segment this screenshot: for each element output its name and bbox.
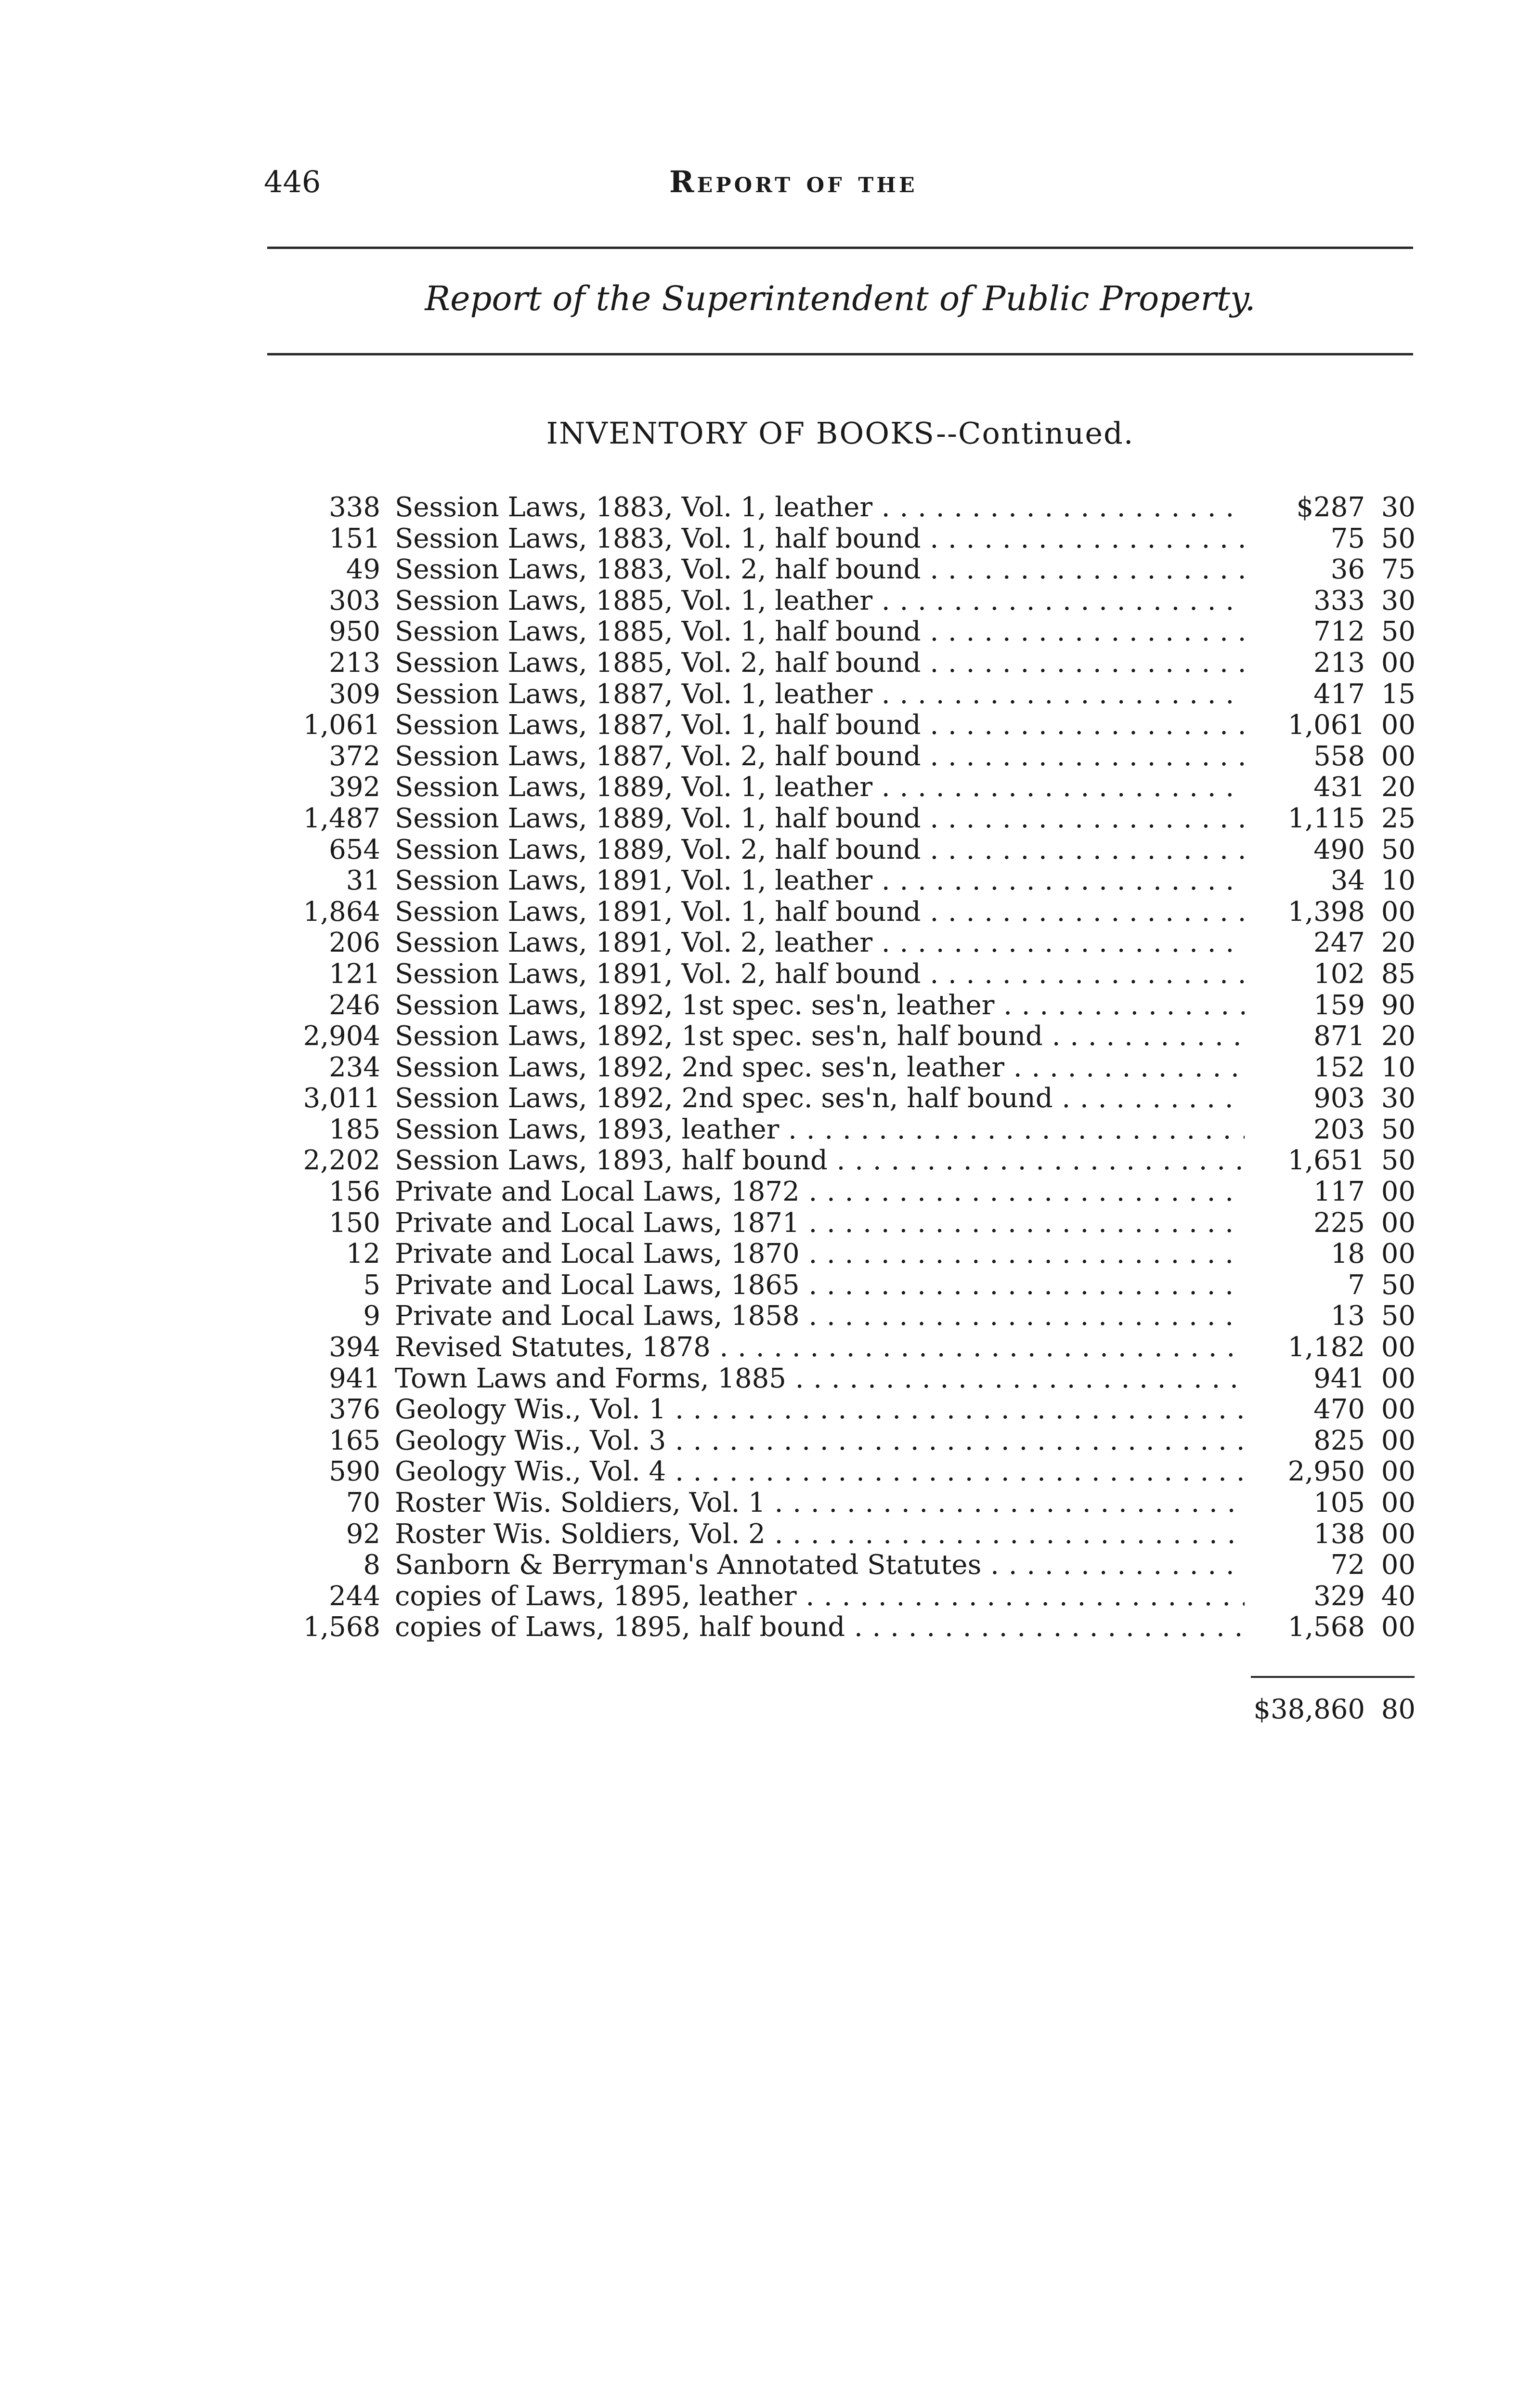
inventory-row bbox=[289, 1083, 1416, 1114]
inventory-row bbox=[289, 803, 1416, 835]
item-quantity: 9 bbox=[363, 1300, 380, 1332]
inventory-row bbox=[289, 1394, 1416, 1426]
item-cents: 00 bbox=[1381, 1487, 1416, 1518]
item-cents: 50 bbox=[1381, 616, 1416, 648]
item-description: Session Laws, 1889, Vol. 2, half bound . . . bbox=[380, 835, 1245, 866]
item-cents: 20 bbox=[1381, 927, 1416, 959]
item-quantity: 338 bbox=[329, 492, 380, 523]
item-cents: 50 bbox=[1381, 834, 1416, 865]
item-quantity: 185 bbox=[329, 1113, 380, 1145]
item-quantity: 590 bbox=[329, 1456, 380, 1488]
item-dollars: 1,651 bbox=[1287, 1145, 1365, 1177]
item-quantity: 165 bbox=[329, 1425, 380, 1456]
inventory-row bbox=[289, 928, 1416, 959]
item-cents: 20 bbox=[1381, 772, 1416, 803]
inventory-row bbox=[289, 679, 1416, 710]
section-title: Report of the Superintendent of Public Property. bbox=[425, 279, 1256, 318]
item-cents: 00 bbox=[1381, 709, 1416, 741]
item-dollars: 72 bbox=[1330, 1549, 1365, 1581]
item-cents: 50 bbox=[1381, 1113, 1416, 1145]
inventory-row bbox=[289, 1270, 1416, 1301]
inventory-row bbox=[289, 616, 1416, 648]
item-cents: 00 bbox=[1381, 1425, 1416, 1456]
item-cents: 50 bbox=[1381, 523, 1416, 554]
item-description: Geology Wis., Vol. 3 . . . bbox=[380, 1426, 1245, 1457]
item-quantity: 121 bbox=[329, 958, 380, 990]
item-cents: 00 bbox=[1381, 1394, 1416, 1426]
item-description: Private and Local Laws, 1858 . . . bbox=[380, 1301, 1245, 1332]
item-dollars: 138 bbox=[1313, 1518, 1365, 1550]
inventory-row bbox=[289, 1612, 1416, 1643]
item-quantity: 31 bbox=[346, 865, 380, 897]
header-rule-bottom bbox=[267, 353, 1413, 355]
total-dollars: $38,860 bbox=[1253, 1694, 1365, 1725]
item-cents: 00 bbox=[1381, 896, 1416, 928]
item-quantity: 206 bbox=[329, 927, 380, 959]
item-dollars: 1,061 bbox=[1287, 709, 1365, 741]
inventory-heading: INVENTORY OF BOOKS--Continued. bbox=[546, 416, 1134, 451]
item-cents: 15 bbox=[1381, 678, 1416, 710]
item-dollars: 247 bbox=[1313, 927, 1365, 959]
item-dollars: 203 bbox=[1313, 1113, 1365, 1145]
item-quantity: 1,568 bbox=[303, 1611, 380, 1643]
item-dollars: 159 bbox=[1313, 989, 1365, 1021]
item-quantity: 2,202 bbox=[303, 1145, 380, 1177]
item-dollars: 941 bbox=[1313, 1362, 1365, 1394]
inventory-row bbox=[289, 1239, 1416, 1270]
item-description: Session Laws, 1887, Vol. 1, leather . . . bbox=[380, 679, 1245, 710]
item-dollars: 13 bbox=[1330, 1300, 1365, 1332]
item-dollars: 2,950 bbox=[1287, 1456, 1365, 1488]
inventory-row bbox=[289, 492, 1416, 523]
inventory-row bbox=[289, 1426, 1416, 1457]
inventory-row bbox=[289, 835, 1416, 866]
item-quantity: 1,487 bbox=[303, 802, 380, 834]
item-description: Session Laws, 1889, Vol. 1, leather . . . bbox=[380, 772, 1245, 803]
item-quantity: 150 bbox=[329, 1207, 380, 1239]
item-description: Session Laws, 1892, 1st spec. ses'n, half bound . . . bbox=[380, 1021, 1245, 1052]
inventory-row bbox=[289, 772, 1416, 803]
item-dollars: $287 bbox=[1296, 492, 1365, 523]
item-cents: 25 bbox=[1381, 802, 1416, 834]
item-description: Session Laws, 1891, Vol. 2, leather . . . bbox=[380, 928, 1245, 959]
item-description: Session Laws, 1885, Vol. 1, leather . . . bbox=[380, 586, 1245, 617]
item-quantity: 372 bbox=[329, 740, 380, 772]
item-cents: 00 bbox=[1381, 1176, 1416, 1208]
item-cents: 00 bbox=[1381, 647, 1416, 679]
item-quantity: 70 bbox=[346, 1487, 380, 1518]
item-description: Session Laws, 1885, Vol. 1, half bound . . . bbox=[380, 616, 1245, 648]
inventory-row bbox=[289, 1301, 1416, 1332]
item-description: Session Laws, 1883, Vol. 1, leather . . . bbox=[380, 492, 1245, 523]
item-dollars: 333 bbox=[1313, 585, 1365, 616]
item-quantity: 234 bbox=[329, 1051, 380, 1083]
inventory-row bbox=[289, 1052, 1416, 1084]
inventory-row bbox=[289, 710, 1416, 741]
item-cents: 30 bbox=[1381, 1083, 1416, 1114]
item-dollars: 903 bbox=[1313, 1083, 1365, 1114]
item-dollars: 1,398 bbox=[1287, 896, 1365, 928]
item-quantity: 950 bbox=[329, 616, 380, 648]
item-quantity: 156 bbox=[329, 1176, 380, 1208]
item-quantity: 92 bbox=[346, 1518, 380, 1550]
inventory-total bbox=[1233, 1690, 1416, 1729]
item-cents: 00 bbox=[1381, 1549, 1416, 1581]
item-description: Roster Wis. Soldiers, Vol. 2 . . . bbox=[380, 1519, 1245, 1550]
item-quantity: 2,904 bbox=[303, 1021, 380, 1052]
item-description: Session Laws, 1892, 2nd spec. ses'n, leather . . . bbox=[380, 1052, 1245, 1084]
item-dollars: 213 bbox=[1313, 647, 1365, 679]
item-cents: 00 bbox=[1381, 1238, 1416, 1270]
inventory-row bbox=[289, 865, 1416, 897]
header-rule-top bbox=[267, 247, 1413, 249]
item-cents: 90 bbox=[1381, 989, 1416, 1021]
item-dollars: 75 bbox=[1330, 523, 1365, 554]
inventory-row bbox=[289, 648, 1416, 679]
inventory-row bbox=[289, 741, 1416, 772]
inventory-row bbox=[289, 1332, 1416, 1363]
item-quantity: 1,061 bbox=[303, 709, 380, 741]
item-description: Session Laws, 1883, Vol. 1, half bound . . . bbox=[380, 523, 1245, 555]
item-dollars: 329 bbox=[1313, 1580, 1365, 1612]
item-description: Revised Statutes, 1878 . . . bbox=[380, 1332, 1245, 1363]
item-dollars: 871 bbox=[1313, 1021, 1365, 1052]
item-dollars: 7 bbox=[1348, 1269, 1365, 1301]
item-dollars: 490 bbox=[1313, 834, 1365, 865]
item-dollars: 470 bbox=[1313, 1394, 1365, 1426]
item-cents: 50 bbox=[1381, 1269, 1416, 1301]
item-cents: 10 bbox=[1381, 1051, 1416, 1083]
item-description: Town Laws and Forms, 1885 . . . bbox=[380, 1363, 1245, 1395]
item-cents: 30 bbox=[1381, 492, 1416, 523]
item-description: Session Laws, 1893, half bound . . . bbox=[380, 1145, 1245, 1177]
item-description: Session Laws, 1889, Vol. 1, half bound . . . bbox=[380, 803, 1245, 835]
item-description: Session Laws, 1891, Vol. 2, half bound . . . bbox=[380, 959, 1245, 990]
inventory-row bbox=[289, 1519, 1416, 1550]
item-dollars: 152 bbox=[1313, 1051, 1365, 1083]
item-quantity: 213 bbox=[329, 647, 380, 679]
inventory-row bbox=[289, 1145, 1416, 1177]
item-description: Geology Wis., Vol. 1 . . . bbox=[380, 1394, 1245, 1426]
item-quantity: 1,864 bbox=[303, 896, 380, 928]
item-cents: 00 bbox=[1381, 740, 1416, 772]
item-quantity: 5 bbox=[363, 1269, 380, 1301]
item-description: Geology Wis., Vol. 4 . . . bbox=[380, 1456, 1245, 1488]
item-cents: 20 bbox=[1381, 1021, 1416, 1052]
item-cents: 00 bbox=[1381, 1207, 1416, 1239]
item-dollars: 712 bbox=[1313, 616, 1365, 648]
item-description: Private and Local Laws, 1865 . . . bbox=[380, 1270, 1245, 1301]
sum-rule bbox=[1251, 1676, 1415, 1678]
item-description: copies of Laws, 1895, leather . . . bbox=[380, 1581, 1245, 1612]
inventory-row bbox=[289, 897, 1416, 928]
item-quantity: 246 bbox=[329, 989, 380, 1021]
item-dollars: 1,568 bbox=[1287, 1611, 1365, 1643]
item-dollars: 825 bbox=[1313, 1425, 1365, 1456]
item-description: Private and Local Laws, 1872 . . . bbox=[380, 1177, 1245, 1208]
item-description: Session Laws, 1893, leather . . . bbox=[380, 1114, 1245, 1146]
item-quantity: 394 bbox=[329, 1332, 380, 1363]
item-dollars: 36 bbox=[1330, 554, 1365, 586]
item-cents: 40 bbox=[1381, 1580, 1416, 1612]
item-description: Session Laws, 1883, Vol. 2, half bound . . . bbox=[380, 554, 1245, 586]
item-cents: 50 bbox=[1381, 1145, 1416, 1177]
item-quantity: 941 bbox=[329, 1362, 380, 1394]
inventory-row bbox=[289, 1456, 1416, 1488]
item-quantity: 244 bbox=[329, 1580, 380, 1612]
item-description: Session Laws, 1892, 2nd spec. ses'n, half bound . . . bbox=[380, 1083, 1245, 1114]
inventory-row bbox=[289, 586, 1416, 617]
item-description: Private and Local Laws, 1871 . . . bbox=[380, 1208, 1245, 1239]
item-dollars: 417 bbox=[1313, 678, 1365, 710]
item-cents: 30 bbox=[1381, 585, 1416, 616]
item-quantity: 12 bbox=[346, 1238, 380, 1270]
item-description: copies of Laws, 1895, half bound . . . bbox=[380, 1612, 1245, 1643]
inventory-row bbox=[289, 1114, 1416, 1146]
item-cents: 00 bbox=[1381, 1362, 1416, 1394]
item-dollars: 431 bbox=[1313, 772, 1365, 803]
item-dollars: 117 bbox=[1313, 1176, 1365, 1208]
item-cents: 00 bbox=[1381, 1456, 1416, 1488]
item-description: Session Laws, 1887, Vol. 2, half bound . . . bbox=[380, 741, 1245, 772]
item-quantity: 303 bbox=[329, 585, 380, 616]
item-dollars: 1,115 bbox=[1287, 802, 1365, 834]
item-dollars: 18 bbox=[1330, 1238, 1365, 1270]
inventory-row bbox=[289, 990, 1416, 1021]
total-cents: 80 bbox=[1381, 1694, 1416, 1725]
item-cents: 85 bbox=[1381, 958, 1416, 990]
item-quantity: 3,011 bbox=[303, 1083, 380, 1114]
inventory-row bbox=[289, 1581, 1416, 1612]
item-cents: 50 bbox=[1381, 1300, 1416, 1332]
item-description: Session Laws, 1892, 1st spec. ses'n, leather . . . bbox=[380, 990, 1245, 1021]
inventory-row bbox=[289, 1550, 1416, 1581]
item-quantity: 376 bbox=[329, 1394, 380, 1426]
inventory-row bbox=[289, 1488, 1416, 1519]
item-description: Roster Wis. Soldiers, Vol. 1 . . . bbox=[380, 1488, 1245, 1519]
item-description: Private and Local Laws, 1870 . . . bbox=[380, 1239, 1245, 1270]
inventory-row bbox=[289, 1177, 1416, 1208]
item-quantity: 392 bbox=[329, 772, 380, 803]
item-cents: 75 bbox=[1381, 554, 1416, 586]
inventory-row bbox=[289, 554, 1416, 586]
item-cents: 10 bbox=[1381, 865, 1416, 897]
item-description: Session Laws, 1891, Vol. 1, leather . . . bbox=[380, 865, 1245, 897]
inventory-row bbox=[289, 1363, 1416, 1395]
inventory-row bbox=[289, 959, 1416, 990]
inventory-row bbox=[289, 1208, 1416, 1239]
item-description: Session Laws, 1887, Vol. 1, half bound . . . bbox=[380, 710, 1245, 741]
item-quantity: 49 bbox=[346, 554, 380, 586]
item-quantity: 309 bbox=[329, 678, 380, 710]
item-quantity: 151 bbox=[329, 523, 380, 554]
item-description: Session Laws, 1885, Vol. 2, half bound . . . bbox=[380, 648, 1245, 679]
item-description: Session Laws, 1891, Vol. 1, half bound . . . bbox=[380, 897, 1245, 928]
page-number: 446 bbox=[264, 164, 321, 199]
item-dollars: 105 bbox=[1313, 1487, 1365, 1518]
inventory-row bbox=[289, 523, 1416, 555]
inventory-row bbox=[289, 1021, 1416, 1052]
item-dollars: 225 bbox=[1313, 1207, 1365, 1239]
item-dollars: 34 bbox=[1330, 865, 1365, 897]
item-dollars: 102 bbox=[1313, 958, 1365, 990]
item-cents: 00 bbox=[1381, 1518, 1416, 1550]
item-description: Sanborn & Berryman's Annotated Statutes . . . bbox=[380, 1550, 1245, 1581]
inventory-list bbox=[289, 492, 1416, 1643]
item-dollars: 1,182 bbox=[1287, 1332, 1365, 1363]
item-quantity: 654 bbox=[329, 834, 380, 865]
item-dollars: 558 bbox=[1313, 740, 1365, 772]
item-cents: 00 bbox=[1381, 1332, 1416, 1363]
item-cents: 00 bbox=[1381, 1611, 1416, 1643]
running-head: Report of the bbox=[669, 164, 918, 199]
item-quantity: 8 bbox=[363, 1549, 380, 1581]
